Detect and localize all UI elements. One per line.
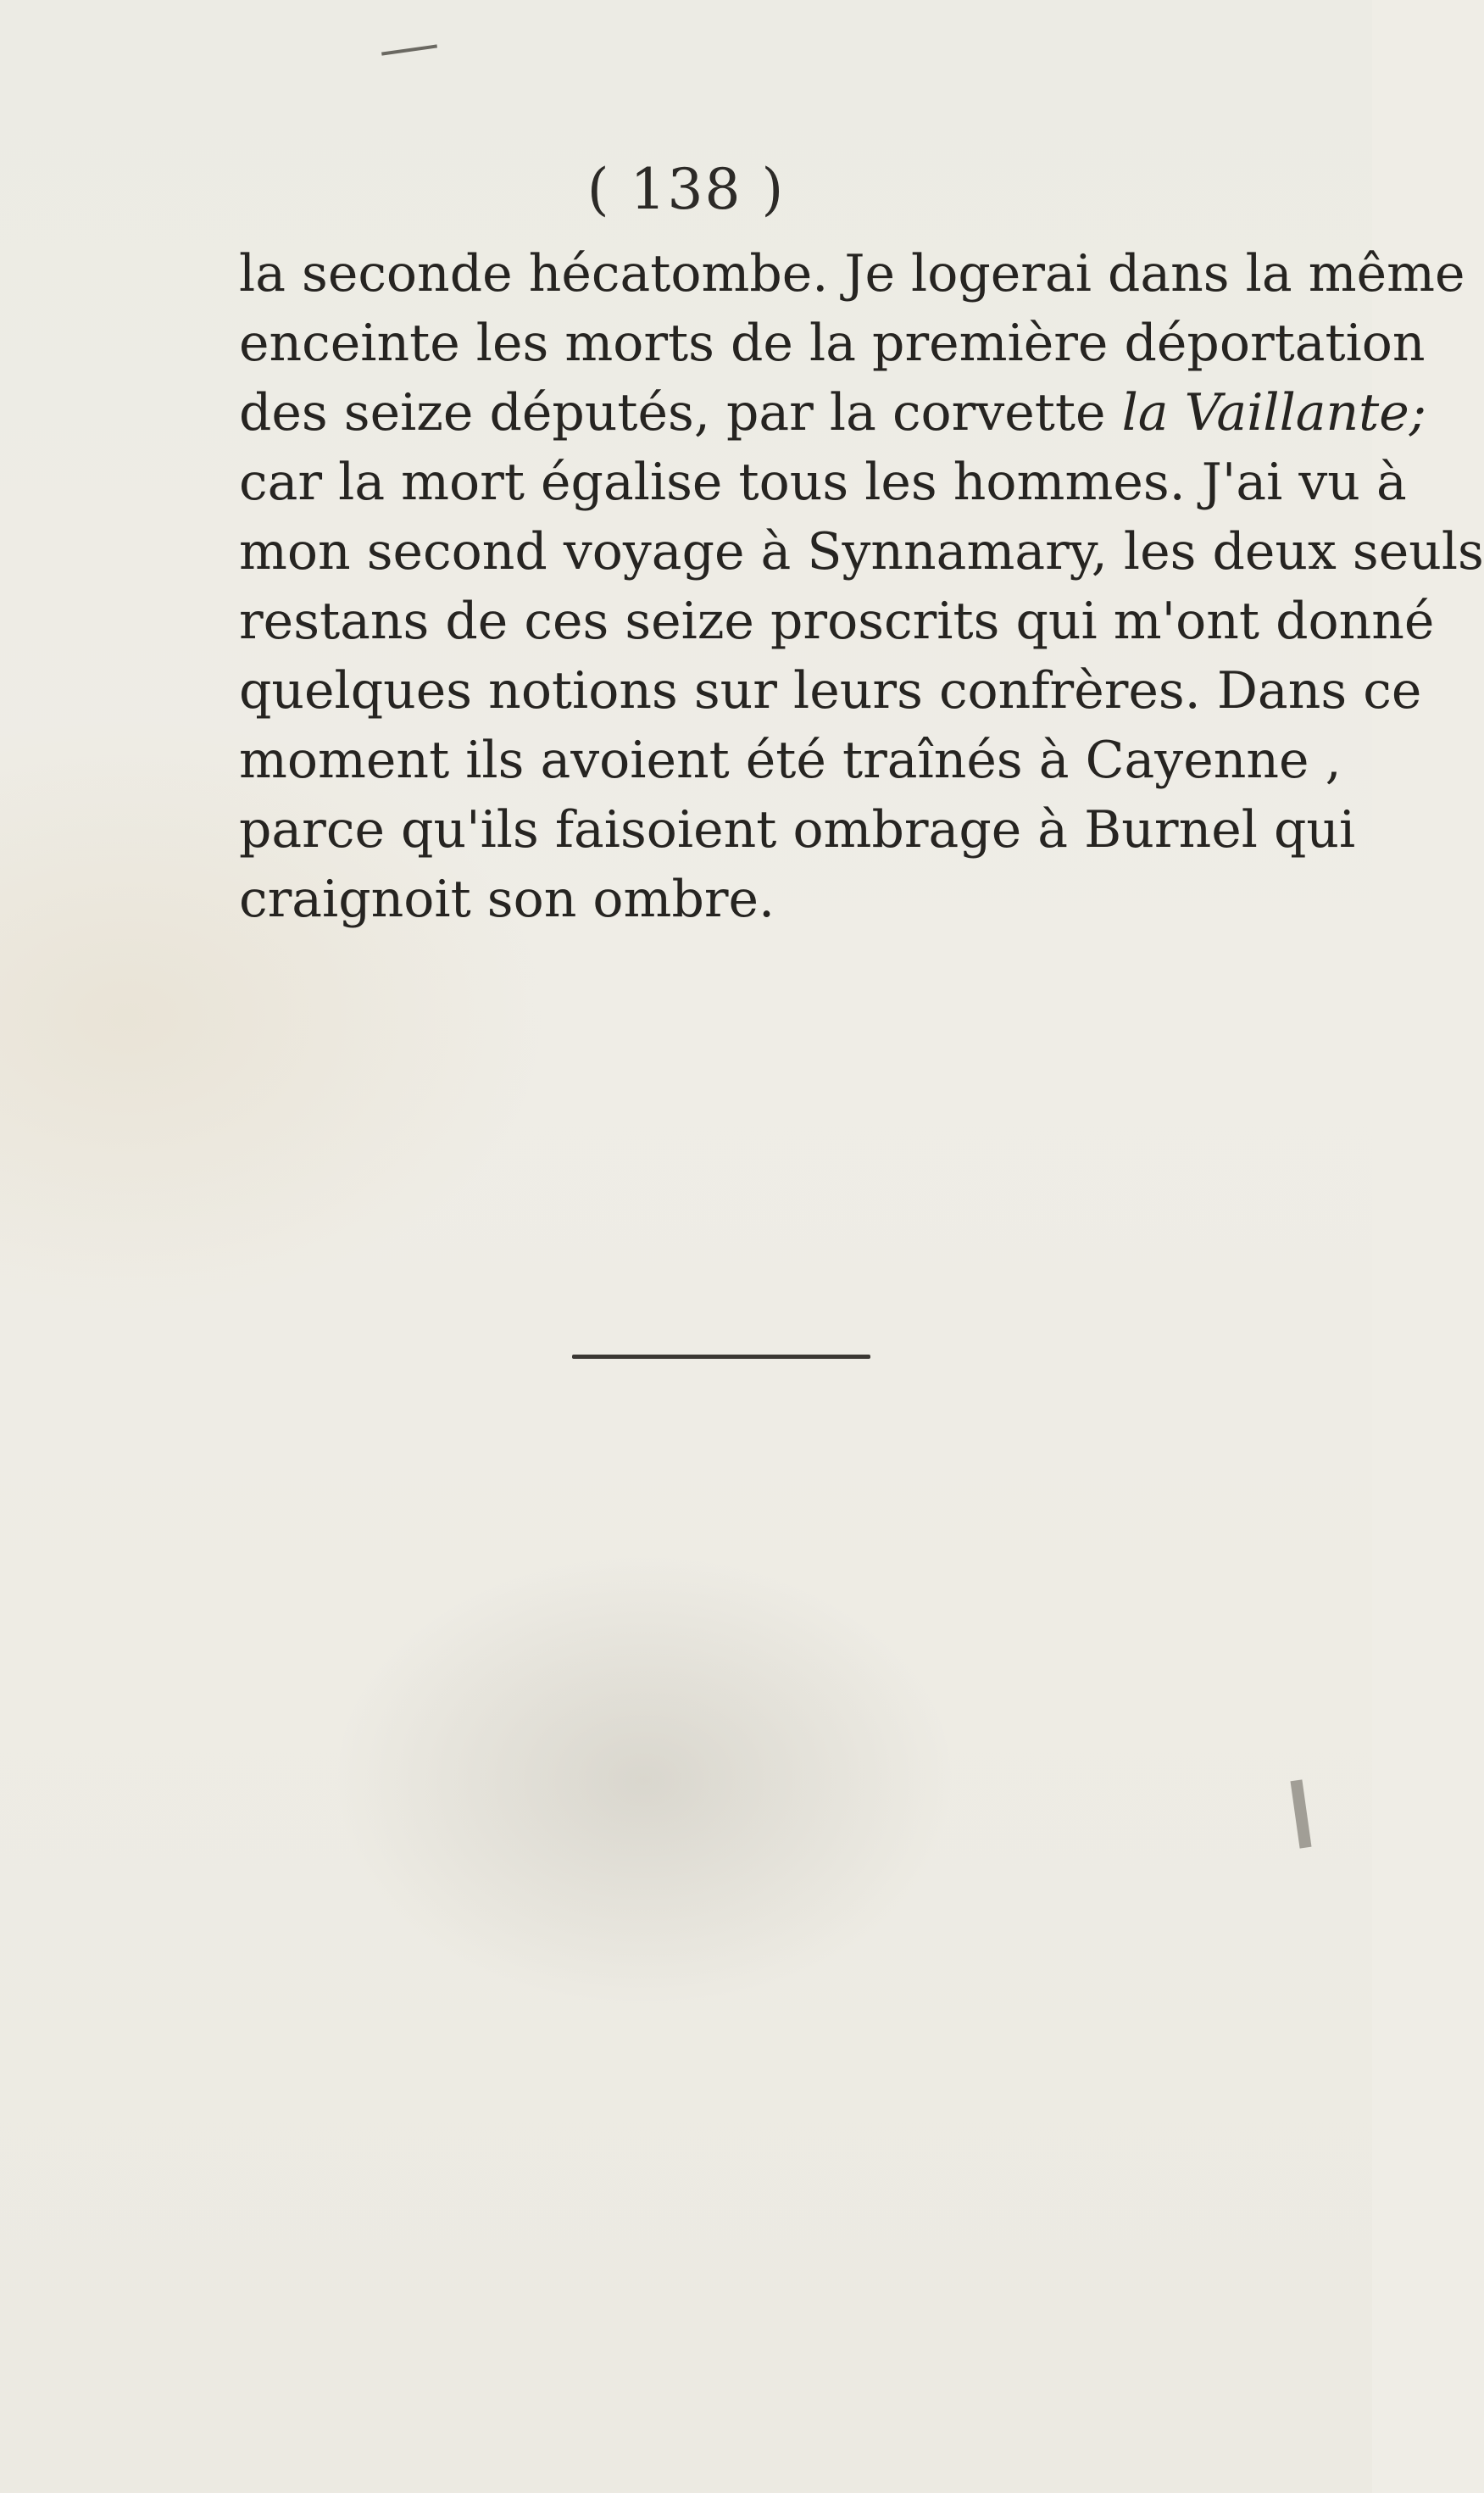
text-line: parce qu'ils faisoient ombrage à Burnel qui [239, 800, 1356, 860]
text-line: quelques notions sur leurs confrères. Dans ce [239, 661, 1422, 721]
ship-name: la Vaillante; [1121, 383, 1427, 442]
text-line: moment ils avoient été traînés à Cayenne , [239, 731, 1342, 790]
text-line: craignoit son ombre. [239, 870, 775, 929]
text-line: mon second voyage à Synnamary, les deux seuls [239, 522, 1484, 582]
text-line: enceinte les morts de la première déportation [239, 314, 1426, 373]
text-line: car la mort égalise tous les hommes. J'ai vu à [239, 453, 1407, 512]
ink-mark [381, 44, 437, 55]
section-divider [572, 1355, 870, 1359]
text-line: la seconde hécatombe. Je logerai dans la même [239, 244, 1465, 303]
body-text [239, 239, 1484, 934]
page-number: ( 138 ) [586, 157, 786, 222]
text-line: restans de ces seize proscrits qui m'ont donné [239, 592, 1435, 651]
text-line: des seize députés, par la corvette la Vaillante; [239, 383, 1427, 442]
paper-stain [1291, 1779, 1312, 1848]
